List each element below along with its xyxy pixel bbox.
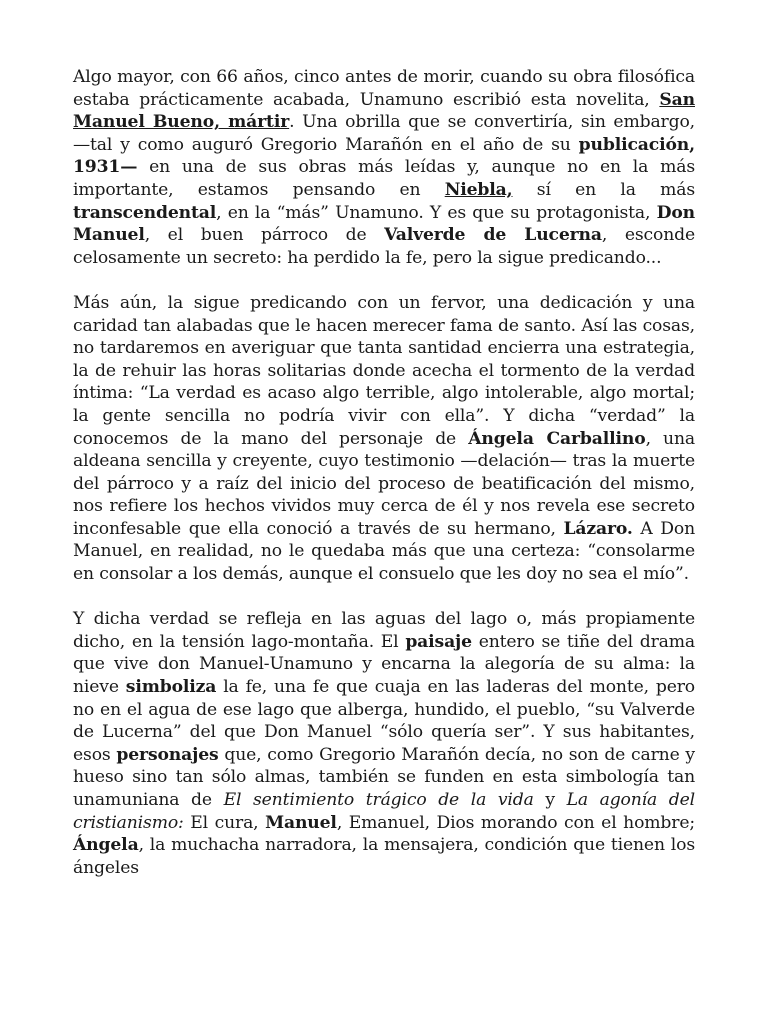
bold-text-run: publicación, 1931— (73, 134, 695, 178)
italic-title: La agonía del cristianismo: (73, 790, 696, 833)
text-run: , en la “más” Unamuno. Y es que su protagonista, (216, 202, 657, 223)
text-run: . Una obrilla que se convertiría, sin embargo, —tal y como auguró Gregorio Marañón en el año de su (73, 112, 695, 155)
text-run: El cura, (183, 812, 266, 833)
text-run: , una aldeana sencilla y creyente, cuyo testimonio —delación— tras la muerte del párroco y a raíz del inicio del proceso de beatificación del mismo, nos refiere los hechos vividos muy cerca de él y nos revela ese secreto inconfesable que ella conoció a través de su hermano, (73, 428, 695, 539)
italic-title: El sentimiento trágico de la vida (223, 790, 534, 810)
bold-underlined-title: Niebla, (444, 179, 513, 200)
text-run: , esconde celosamente un secreto: ha perdido la fe, pero la sigue predicando... (73, 225, 695, 268)
text-run: Y dicha verdad se refleja en las aguas del lago o, más propiamente dicho, en la tensión lago-montaña. El (73, 609, 695, 652)
text-run: que, como Gregorio Marañón decía, no son de carne y hueso sino tan sólo almas, también se funden en esta simbología tan unamuniana de (73, 744, 695, 810)
bold-text-run: Ángela (73, 835, 139, 856)
text-run: Algo mayor, con 66 años, cinco antes de morir, cuando su obra filosófica estaba prácticamente acabada, Unamuno escribió esta novelita, (73, 67, 695, 110)
text-run: y (533, 790, 567, 810)
paragraph-3 (73, 608, 695, 879)
bold-text-run: Ángela Carballino (468, 428, 646, 449)
bold-text-run: Valverde de Lucerna (384, 225, 602, 246)
paragraph-2 (73, 292, 695, 586)
bold-text-run: personajes (116, 744, 219, 765)
bold-text-run: paisaje (405, 631, 472, 652)
text-run: , el buen párroco de (144, 225, 385, 246)
text-run: , la muchacha narradora, la mensajera, condición que tienen los ángeles (73, 835, 695, 878)
bold-text-run: simboliza (125, 677, 217, 698)
bold-text-run: Manuel (265, 812, 337, 833)
text-run: sí en la más (512, 179, 696, 200)
text-run: , Emanuel, Dios morando con el hombre; (336, 812, 695, 833)
bold-text-run: Don Manuel (73, 202, 695, 246)
text-run: en una de sus obras más leídas y, aunque no en la más importante, estamos pensando en (73, 157, 695, 200)
bold-underlined-title: San Manuel Bueno, mártir (73, 89, 695, 133)
bold-text-run: Lázaro. (563, 518, 633, 539)
paragraph-1 (73, 66, 695, 269)
text-run: A Don Manuel, en realidad, no le quedaba más que una certeza: “consolarme en consolar a los demás, aunque el consuelo que les doy no sea el mío”. (73, 518, 695, 585)
text-run: la fe, una fe que cuaja en las laderas del monte, pero no en el agua de ese lago que alberga, hundido, el pueblo, “su Valverde de Lucerna” del que Don Manuel “sólo quería ser”. Y sus habitantes, esos (73, 677, 695, 765)
bold-text-run: transcendental (73, 202, 217, 223)
text-run: entero se tiñe del drama que vive don Manuel-Unamuno y encarna la alegoría de su alma: la nieve (73, 631, 695, 698)
document-body (73, 66, 695, 879)
text-run: Más aún, la sigue predicando con un fervor, una dedicación y una caridad tan alabadas que le hacen merecer fama de santo. Así las cosas, no tardaremos en averiguar que tanta santidad encierra una estrategia, la de rehuir las horas solitarias donde acecha el tormento de la verdad íntima: “La verdad es acaso algo terrible, algo intolerable, algo mortal; la gente sencilla no podría vivir con ella”. Y dicha “verdad” la conocemos de la mano del personaje de (73, 292, 695, 449)
